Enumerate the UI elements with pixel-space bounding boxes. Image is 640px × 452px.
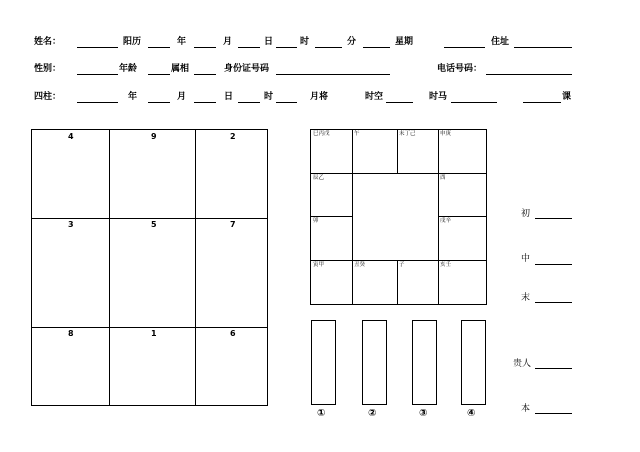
grid-cell-number: 1 — [151, 329, 157, 338]
palace-label: 巳丙戊 — [313, 131, 330, 137]
palace-divider — [352, 129, 353, 174]
palace-label: 卯 — [313, 218, 319, 224]
lesson-label: 课 — [562, 92, 572, 102]
palace-label: 酉 — [440, 175, 446, 181]
hour-horse-label: 时马 — [429, 92, 448, 102]
pillar-hour-label: 时 — [264, 92, 274, 102]
mo-label: 末 — [521, 293, 531, 303]
palace-label: 申庚 — [440, 131, 452, 137]
grid-divider — [32, 327, 267, 328]
weekday-field[interactable] — [444, 47, 485, 48]
palace-divider — [397, 129, 398, 174]
hour-label: 时 — [300, 37, 310, 47]
lesson-box[interactable] — [412, 320, 437, 405]
month-general-pre-field[interactable] — [276, 102, 297, 103]
age-label: 年龄 — [119, 64, 138, 74]
pillar-month-label: 月 — [177, 92, 187, 102]
grid-cell-number: 2 — [230, 132, 236, 141]
palace-divider — [438, 216, 487, 217]
pillar-hour-field[interactable] — [238, 102, 260, 103]
month-label: 月 — [223, 37, 233, 47]
pillar-day-field[interactable] — [194, 102, 216, 103]
palace-divider — [438, 173, 487, 174]
guiren-field[interactable] — [535, 368, 572, 369]
solar-hour-field[interactable] — [276, 47, 297, 48]
id-number-field[interactable] — [276, 74, 390, 75]
pillars-label: 四柱： — [34, 92, 62, 102]
grid-cell-number: 3 — [68, 220, 74, 229]
minute-label: 分 — [347, 37, 357, 47]
phone-label: 电话号码： — [437, 64, 483, 74]
lesson-number: ② — [368, 408, 377, 419]
pillar-year-label: 年 — [128, 92, 138, 102]
void-label: 时空 — [365, 92, 384, 102]
grid-cell-number: 6 — [230, 329, 236, 338]
grid-cell-number: 7 — [230, 220, 236, 229]
grid-cell-number: 8 — [68, 329, 74, 338]
day-label: 日 — [264, 37, 274, 47]
lesson-box[interactable] — [461, 320, 486, 405]
lesson-field[interactable] — [523, 102, 561, 103]
palace-center — [352, 173, 439, 261]
palace-divider — [352, 260, 353, 305]
grid-cell-number: 4 — [68, 132, 74, 141]
lesson-number: ③ — [419, 408, 428, 419]
hour-horse-field[interactable] — [451, 102, 497, 103]
lesson-box[interactable] — [311, 320, 336, 405]
month-general-label: 月将 — [310, 92, 329, 102]
palace-label: 午 — [354, 131, 360, 137]
guiren-label: 贵人 — [513, 359, 532, 369]
palace-label: 丑癸 — [354, 262, 366, 268]
lesson-number: ① — [317, 408, 326, 419]
palace-label: 辰乙 — [313, 175, 325, 181]
mo-field[interactable] — [535, 302, 572, 303]
palace-label: 亥壬 — [440, 262, 452, 268]
zhong-field[interactable] — [535, 264, 572, 265]
address-label: 住址 — [491, 37, 510, 47]
void-field[interactable] — [386, 102, 413, 103]
gender-field[interactable] — [77, 74, 118, 75]
zodiac-field[interactable] — [194, 74, 216, 75]
palace-label: 未丁己 — [399, 131, 416, 137]
pillar-year-field[interactable] — [77, 102, 118, 103]
zhong-label: 中 — [521, 254, 531, 264]
gender-label: 性别： — [34, 64, 62, 74]
palace-divider — [438, 260, 487, 261]
phone-field[interactable] — [486, 74, 572, 75]
year-label: 年 — [177, 37, 187, 47]
address-field[interactable] — [514, 47, 572, 48]
zodiac-label: 属相 — [171, 64, 190, 74]
name-field[interactable] — [77, 47, 118, 48]
weekday-label: 星期 — [395, 37, 414, 47]
palace-divider — [310, 216, 353, 217]
grid-cell-number: 9 — [151, 132, 157, 141]
solar-year-field[interactable] — [148, 47, 170, 48]
palace-divider — [397, 260, 398, 305]
palace-divider — [310, 260, 353, 261]
lesson-box[interactable] — [362, 320, 387, 405]
solar-label: 阳历 — [123, 37, 142, 47]
palace-divider — [438, 129, 439, 174]
chu-field[interactable] — [535, 218, 572, 219]
grid-divider — [109, 130, 110, 405]
solar-day-field[interactable] — [238, 47, 260, 48]
palace-divider — [438, 260, 439, 305]
ben-field[interactable] — [535, 413, 572, 414]
lesson-number: ④ — [467, 408, 476, 419]
nine-palace-grid — [31, 129, 268, 406]
ben-label: 本 — [521, 404, 531, 414]
palace-label: 戌辛 — [440, 218, 452, 224]
solar-month-field[interactable] — [194, 47, 216, 48]
id-number-label: 身份证号码 — [224, 64, 270, 74]
chu-label: 初 — [521, 209, 531, 219]
solar-minute-field[interactable] — [315, 47, 342, 48]
palace-divider — [310, 173, 353, 174]
age-field[interactable] — [148, 74, 170, 75]
name-label: 姓名： — [34, 37, 62, 47]
palace-label: 寅甲 — [313, 262, 325, 268]
grid-divider — [32, 218, 267, 219]
weekday-pre-field[interactable] — [363, 47, 390, 48]
pillar-day-label: 日 — [224, 92, 234, 102]
grid-cell-number: 5 — [151, 220, 157, 229]
palace-label: 子 — [399, 262, 405, 268]
pillar-month-field[interactable] — [148, 102, 170, 103]
grid-divider — [195, 130, 196, 405]
